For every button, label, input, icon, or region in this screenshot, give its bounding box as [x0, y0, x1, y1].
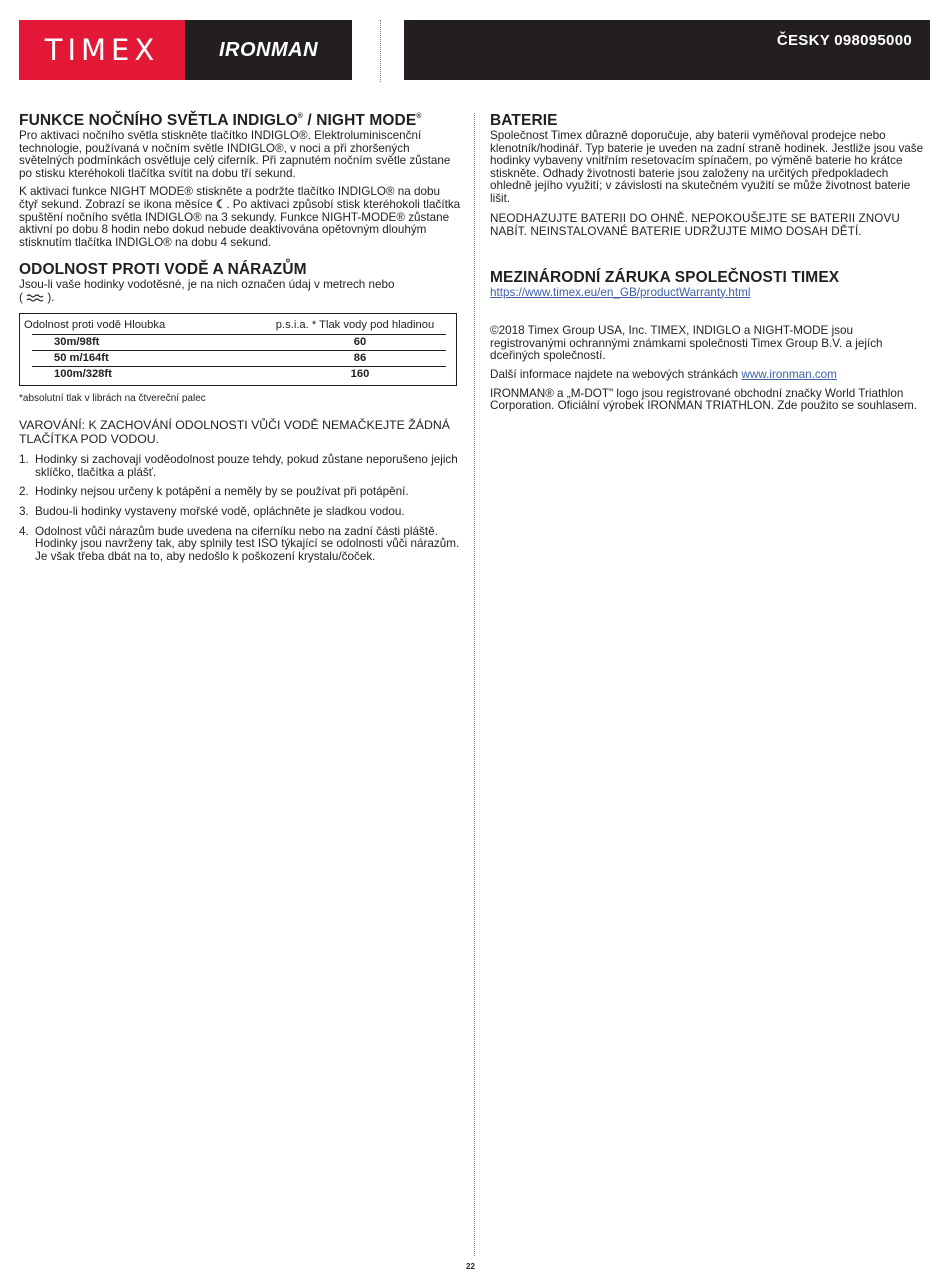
table-row — [32, 366, 446, 382]
table-cell-depth: 30m/98ft — [54, 336, 100, 349]
battery-warning: NEODHAZUJTE BATERII DO OHNĚ. NEPOKOUŠEJTE SE BATERII ZNOVU NABÍT. NEINSTALOVANÉ BATERIE UDRŽUJTE MIMO DOSAH DĚTÍ. — [490, 211, 900, 239]
document-code: ČESKY 098095000 — [776, 32, 912, 49]
water-heading: ODOLNOST PROTI VODĚ A NÁRAZŮM — [19, 261, 307, 279]
warranty-heading: MEZINÁRODNÍ ZÁRUKA SPOLEČNOSTI TIMEX — [490, 268, 840, 286]
table-cell-pressure: 160 — [350, 368, 370, 381]
table-row — [32, 350, 446, 366]
table-cell-depth: 100m/328ft — [54, 368, 112, 381]
list-item — [19, 506, 461, 519]
list-text: Odolnost vůči nárazům bude uvedena na ciferníku nebo na zadní části pláště. Hodinky jsou navrženy tak, aby splnily test ISO týkající se odolnosti vůči nárazům. Je však třeba dbát na to, aby nedošlo k poškození krystalu/čoček. — [35, 524, 460, 563]
table-header-row — [24, 316, 446, 334]
table-header-pressure: p.s.i.a. * Tlak vody pod hladinou — [275, 318, 435, 331]
table-footnote: *absolutní tlak v librách na čtvereční palec — [19, 392, 206, 404]
indiglo-para2 — [19, 186, 461, 249]
list-item — [19, 526, 461, 564]
ironman-trademark-note: IRONMAN® a „M-DOT" logo jsou registrované obchodní značky World Triathlon Corporation. Oficiální výrobek IRONMAN TRIATHLON. Zde použito se souhlasem. — [490, 386, 917, 413]
reg-mark: ® — [416, 112, 422, 120]
timex-logo — [19, 20, 185, 80]
water-notes-list — [19, 454, 461, 563]
battery-para: Společnost Timex důrazně doporučuje, aby baterii vyměňoval prodejce nebo klenotník/hodinář. Typ baterie je uveden na zadní straně hodinek. Jestliže jsou vaše hodinky vybaveny vnitřním resetovacím spínačem, po výměně baterie ho krátce stiskněte. Odhady životnosti baterie jsou založeny na určitých předpokladech ohledně jejího využití; v závislosti na skutečném využití se může životnost baterie lišit. — [490, 129, 924, 205]
indiglo-para2-b: . Po aktivaci způsobí stisk kteréhokoli tlačítka spuštění nočního světla INDIGLO® na 3 sekundy. Funkce NIGHT-MODE® zůstane aktivní po dobu 8 hodin nebo dokud nebude deaktivována opětovným dlouhým stisknutím tlačítka INDIGLO® na dobu 4 sekund. — [19, 197, 461, 249]
header-divider — [380, 20, 381, 82]
water-wave-icon — [26, 294, 44, 302]
table-cell-depth: 50 m/164ft — [54, 352, 109, 365]
right-column — [490, 112, 930, 413]
list-text: Hodinky si zachovají voděodolnost pouze tehdy, pokud zůstane neporušeno jejich sklíčko, tlačítka a plášť. — [35, 453, 458, 479]
moon-icon: ☾ — [215, 197, 227, 211]
ironman-logo-text: IRONMAN — [218, 38, 319, 61]
water-intro-text: Jsou-li vaše hodinky vodotěsné, je na nich označen údaj v metrech nebo — [19, 278, 395, 292]
table-cell-pressure: 60 — [353, 336, 367, 349]
indiglo-para2-a: K aktivaci funkce NIGHT MODE® stiskněte a podržte tlačítko INDIGLO® na dobu čtyř sekund. Zobrazí se ikona měsíce — [19, 185, 441, 211]
table-cell-pressure: 86 — [353, 352, 367, 365]
more-info-label: Další informace najdete na webových stránkách — [490, 367, 739, 381]
warranty-link[interactable]: https://www.timex.eu/en_GB/productWarranty.html — [490, 285, 751, 299]
left-column — [19, 112, 461, 570]
list-item — [19, 454, 461, 479]
indiglo-heading-part1: FUNKCE NOČNÍHO SVĚTLA INDIGLO — [19, 112, 298, 129]
indiglo-heading — [19, 112, 461, 130]
ironman-link[interactable]: www.ironman.com — [741, 367, 837, 381]
copyright-text: ©2018 Timex Group USA, Inc. TIMEX, INDIGLO a NIGHT-MODE jsou registrovanými ochrannými známkami společnosti Timex Group B.V. a jejích dceřiných společností. — [490, 324, 883, 363]
indiglo-para1: Pro aktivaci nočního světla stiskněte tlačítko INDIGLO®. Elektroluminiscenční technologie, používaná v nočním světle INDIGLO®, v noci a při zhoršených světelných podmínkách osvětluje celý ciferník. Při zapnutém nočním světle zůstane po stisku kteréhokoli tlačítka svítit na dobu tří sekund. — [19, 129, 451, 180]
column-divider — [474, 113, 475, 1256]
ironman-logo — [185, 20, 352, 80]
timex-logo-text: TIMEX — [44, 33, 160, 67]
water-warning: VAROVÁNÍ: K ZACHOVÁNÍ ODOLNOSTI VŮČI VODĚ NEMAČKEJTE ŽÁDNÁ TLAČÍTKA POD VODOU. — [19, 418, 450, 446]
list-number: 2. — [19, 485, 29, 499]
water-resistance-table — [19, 313, 457, 386]
page-number: 22 — [466, 1262, 475, 1271]
table-row — [32, 334, 446, 350]
list-number: 4. — [19, 524, 29, 538]
list-number: 3. — [19, 504, 29, 518]
paren-open: ( — [19, 290, 23, 304]
more-info-text — [490, 369, 930, 382]
reg-mark: ® — [297, 112, 304, 120]
indiglo-heading-part2: / NIGHT MODE — [303, 112, 417, 129]
paren-close: ). — [47, 290, 55, 304]
battery-heading: BATERIE — [490, 112, 558, 129]
table-header-depth: Odolnost proti vodě Hloubka — [24, 318, 166, 331]
list-text: Budou-li hodinky vystaveny mořské vodě, opláchněte je sladkou vodou. — [35, 504, 405, 518]
list-number: 1. — [19, 453, 29, 467]
water-intro — [19, 279, 461, 304]
list-item — [19, 486, 461, 499]
header-bar — [404, 20, 930, 80]
list-text: Hodinky nejsou určeny k potápění a neměly by se používat při potápění. — [35, 485, 409, 499]
